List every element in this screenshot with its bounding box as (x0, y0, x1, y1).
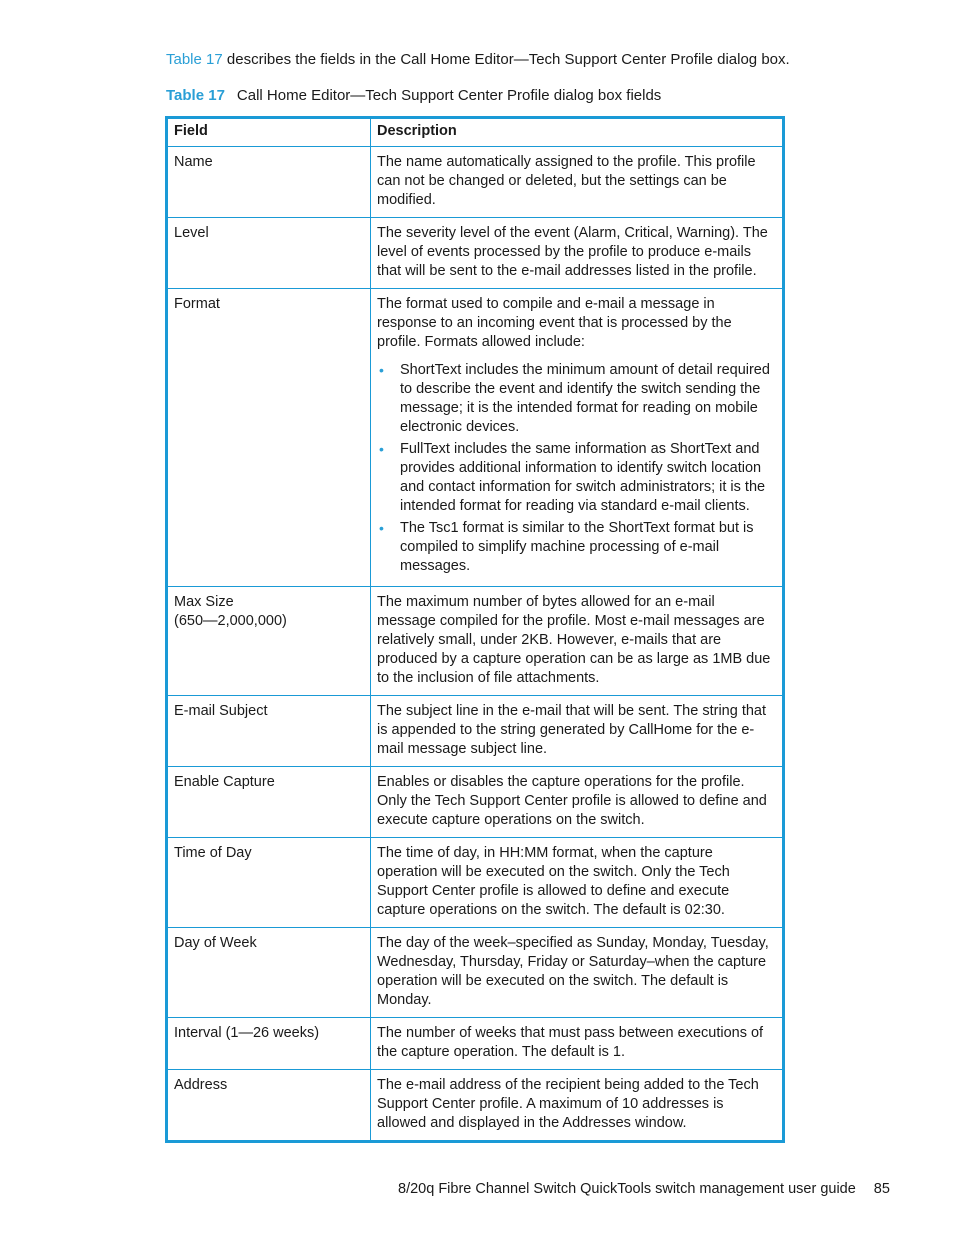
header-description: Description (371, 118, 784, 147)
table-row (167, 147, 784, 218)
description-cell: The time of day, in HH:MM format, when the capture operation will be executed on the switch. Only the Tech Support Center profile is allowed to define and execute capture operations on the switch. The default is 02:30. (371, 838, 784, 928)
table-row (167, 767, 784, 838)
field-cell: Enable Capture (167, 767, 371, 838)
table-number: Table 17 (166, 87, 225, 104)
field-cell: Address (167, 1070, 371, 1142)
header-field: Field (167, 118, 371, 147)
table-row (167, 838, 784, 928)
list-item (377, 440, 776, 516)
footer-title: 8/20q Fibre Channel Switch QuickTools switch management user guide (398, 1181, 856, 1197)
list-item-text: The Tsc1 format is similar to the ShortText format but is compiled to simplify machine processing of e-mail messages. (400, 520, 754, 574)
field-cell: Time of Day (167, 838, 371, 928)
table-row (167, 928, 784, 1018)
field-cell: Interval (1—26 weeks) (167, 1018, 371, 1070)
table-row (167, 1070, 784, 1142)
table-title: Call Home Editor—Tech Support Center Profile dialog box fields (236, 87, 662, 104)
field-cell: E-mail Subject (167, 696, 371, 767)
table-row (167, 696, 784, 767)
description-cell (371, 289, 784, 587)
field-range: (650—2,000,000) (174, 613, 287, 629)
list-item (377, 519, 776, 576)
page-footer (398, 1179, 890, 1199)
field-cell (167, 587, 371, 696)
description-cell: The e-mail address of the recipient being added to the Tech Support Center profile. A maximum of 10 addresses is allowed and displayed in the Addresses window. (371, 1070, 784, 1142)
table-row (167, 218, 784, 289)
description-cell: The maximum number of bytes allowed for an e-mail message compiled for the profile. Most e-mail messages are relatively small, under 2KB. However, e-mails that are produced by a capture operation can be as large as 1MB due to the inclusion of file attachments. (371, 587, 784, 696)
intro-paragraph (166, 50, 790, 70)
format-list (377, 361, 776, 576)
bullet-icon: • (379, 441, 384, 457)
table-row (167, 289, 784, 587)
list-item-text: ShortText includes the minimum amount of detail required to describe the event and identify the switch sending the message; it is the intended format for reading on mobile electronic devices. (400, 362, 770, 435)
description-cell: Enables or disables the capture operations for the profile. Only the Tech Support Center profile is allowed to define and execute capture operations on the switch. (371, 767, 784, 838)
table-header-row (167, 118, 784, 147)
page-number: 85 (873, 1181, 890, 1197)
table-17-link[interactable]: Table 17 (166, 51, 223, 68)
fields-table (165, 116, 785, 1143)
description-text: The format used to compile and e-mail a message in response to an incoming event that is processed by the profile. Formats allowed include: (377, 296, 732, 350)
field-cell: Name (167, 147, 371, 218)
description-cell: The severity level of the event (Alarm, Critical, Warning). The level of events processed by the profile to produce e-mails that will be sent to the e-mail addresses listed in the profile. (371, 218, 784, 289)
description-cell: The day of the week–specified as Sunday, Monday, Tuesday, Wednesday, Thursday, Friday or Saturday–when the capture operation will be executed on the switch. The default is Monday. (371, 928, 784, 1018)
bullet-icon: • (379, 362, 384, 378)
list-item (377, 361, 776, 437)
list-item-text: FullText includes the same information as ShortText and provides additional information to identify switch location and contact information for switch administrators; it is the intended format for reading via standard e-mail clients. (400, 441, 766, 514)
intro-text: describes the fields in the Call Home Editor—Tech Support Center Profile dialog box. (222, 51, 790, 68)
field-cell: Format (167, 289, 371, 587)
description-cell: The subject line in the e-mail that will be sent. The string that is appended to the string generated by CallHome for the e-mail message subject line. (371, 696, 784, 767)
field-cell: Day of Week (167, 928, 371, 1018)
table-row (167, 587, 784, 696)
table-caption (166, 86, 661, 106)
description-cell: The name automatically assigned to the profile. This profile can not be changed or deleted, but the settings can be modified. (371, 147, 784, 218)
table-row (167, 1018, 784, 1070)
field-label: Max Size (174, 594, 234, 610)
bullet-icon: • (379, 520, 384, 536)
field-cell: Level (167, 218, 371, 289)
description-cell: The number of weeks that must pass between executions of the capture operation. The default is 1. (371, 1018, 784, 1070)
